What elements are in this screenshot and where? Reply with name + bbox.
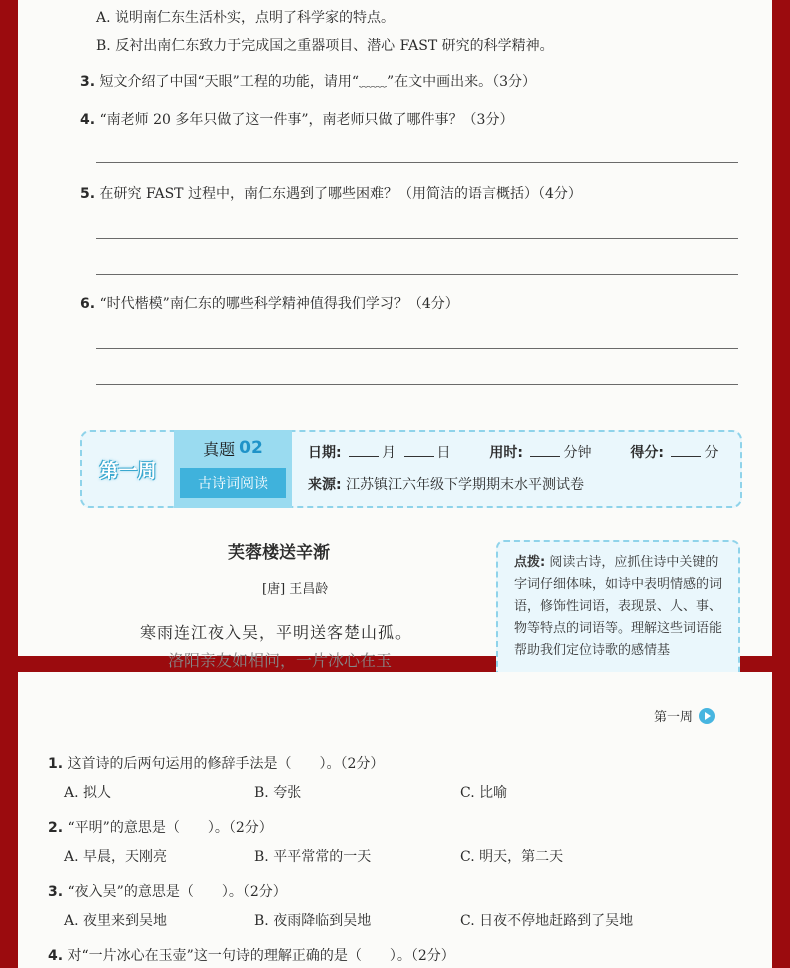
month-blank[interactable] bbox=[349, 442, 379, 457]
minutes-text: 分钟 bbox=[563, 445, 592, 461]
poem-line-2-partial: 洛阳亲友如相问，一片冰心在玉 bbox=[168, 651, 393, 670]
question-number: 1. bbox=[48, 756, 64, 772]
play-arrow-icon bbox=[699, 708, 715, 724]
date-label: 日期: bbox=[308, 445, 342, 461]
tag-label: 真题 bbox=[203, 439, 236, 459]
question-6 bbox=[80, 294, 459, 314]
page-header bbox=[654, 706, 715, 725]
question-text: “南老师 20 多年只做了这一件事”，南老师只做了哪件事？（3分） bbox=[99, 112, 514, 128]
answer-line[interactable] bbox=[96, 238, 738, 239]
day-text: 日 bbox=[436, 445, 451, 461]
option[interactable]: A. 早晨，天刚亮 bbox=[64, 849, 168, 865]
time-blank[interactable] bbox=[530, 442, 560, 457]
poem-line-1: 寒雨连江夜入吴，平明送客楚山孤。 bbox=[140, 623, 413, 642]
question-text: “夜入吴”的意思是（ ）。（2分） bbox=[67, 884, 287, 900]
question-5 bbox=[80, 184, 582, 204]
worksheet-page-bottom bbox=[18, 672, 772, 968]
source-row bbox=[308, 474, 584, 494]
option[interactable]: B. 夜雨降临到吴地 bbox=[254, 913, 372, 929]
tag-subtitle: 古诗词阅读 bbox=[180, 468, 286, 498]
question-number: 4. bbox=[80, 112, 96, 128]
question-3 bbox=[80, 72, 536, 92]
question-4 bbox=[48, 946, 455, 966]
question-number: 4. bbox=[48, 948, 64, 964]
question-text: 短文介绍了中国“天眼”工程的功能，请用“﹏﹏”在文中画出来。（3分） bbox=[99, 74, 537, 90]
question-number: 3. bbox=[80, 74, 96, 90]
tip-text: 阅读古诗，应抓住诗中关键的字词仔细体味，如诗中表明情感的词语，修饰性词语，表现景、人、事、物等特点的词语等。理解这些词语能帮助我们定位诗歌的感情基 bbox=[514, 555, 723, 658]
tag-number: 02 bbox=[239, 438, 263, 458]
poem-author: [唐] 王昌龄 bbox=[262, 582, 329, 597]
test-tag bbox=[174, 430, 292, 508]
answer-line[interactable] bbox=[96, 384, 738, 385]
answer-line[interactable] bbox=[96, 274, 738, 275]
question-4 bbox=[80, 110, 513, 130]
question-text: 在研究 FAST 过程中，南仁东遇到了哪些困难？（用简洁的语言概括）（4分） bbox=[99, 186, 582, 202]
question-text: 对“一片冰心在玉壶”这一句诗的理解正确的是（ ）。（2分） bbox=[67, 948, 455, 964]
time-label: 用时: bbox=[489, 445, 524, 461]
question-text: “平明”的意思是（ ）。（2分） bbox=[67, 820, 273, 836]
option[interactable]: B. 夸张 bbox=[254, 785, 302, 801]
record-row bbox=[308, 442, 718, 462]
question-number: 5. bbox=[80, 186, 96, 202]
tip-label: 点拨: bbox=[514, 555, 546, 570]
question-3 bbox=[48, 882, 287, 902]
option[interactable]: C. 明天，第二天 bbox=[460, 849, 564, 865]
question-text: 这首诗的后两句运用的修辞手法是（ ）。（2分） bbox=[67, 756, 385, 772]
option-a: A. 说明南仁东生活朴实，点明了科学家的特点。 bbox=[96, 10, 396, 26]
tip-box bbox=[496, 540, 740, 684]
answer-line[interactable] bbox=[96, 162, 738, 163]
option[interactable]: C. 比喻 bbox=[460, 785, 508, 801]
day-blank[interactable] bbox=[404, 442, 434, 457]
worksheet-page-top bbox=[18, 0, 772, 670]
question-2 bbox=[48, 818, 273, 838]
question-number: 2. bbox=[48, 820, 64, 836]
question-number: 6. bbox=[80, 296, 96, 312]
score-blank[interactable] bbox=[671, 442, 701, 457]
score-label: 得分: bbox=[630, 445, 664, 461]
month-text: 月 bbox=[382, 445, 397, 461]
question-number: 3. bbox=[48, 884, 64, 900]
option[interactable]: A. 夜里来到吴地 bbox=[64, 913, 168, 929]
poem-title: 芙蓉楼送辛渐 bbox=[228, 543, 330, 563]
option[interactable]: A. 拟人 bbox=[64, 785, 112, 801]
option-b: B. 反衬出南仁东致力于完成国之重器项目、潜心 FAST 研究的科学精神。 bbox=[96, 38, 554, 54]
source-text: 江苏镇江六年级下学期期末水平测试卷 bbox=[346, 477, 585, 493]
question-text: “时代楷模”南仁东的哪些科学精神值得我们学习？（4分） bbox=[99, 296, 459, 312]
option[interactable]: C. 日夜不停地赶路到了吴地 bbox=[460, 913, 634, 929]
week-label: 第一周 bbox=[99, 459, 157, 482]
answer-line[interactable] bbox=[96, 348, 738, 349]
points-text: 分 bbox=[704, 445, 719, 461]
test-tag-title bbox=[174, 430, 292, 466]
source-label: 来源: bbox=[308, 477, 342, 493]
header-week: 第一周 bbox=[654, 710, 694, 725]
tip-content bbox=[514, 552, 726, 662]
question-1 bbox=[48, 754, 384, 774]
option[interactable]: B. 平平常常的一天 bbox=[254, 849, 372, 865]
section-banner bbox=[80, 430, 742, 508]
